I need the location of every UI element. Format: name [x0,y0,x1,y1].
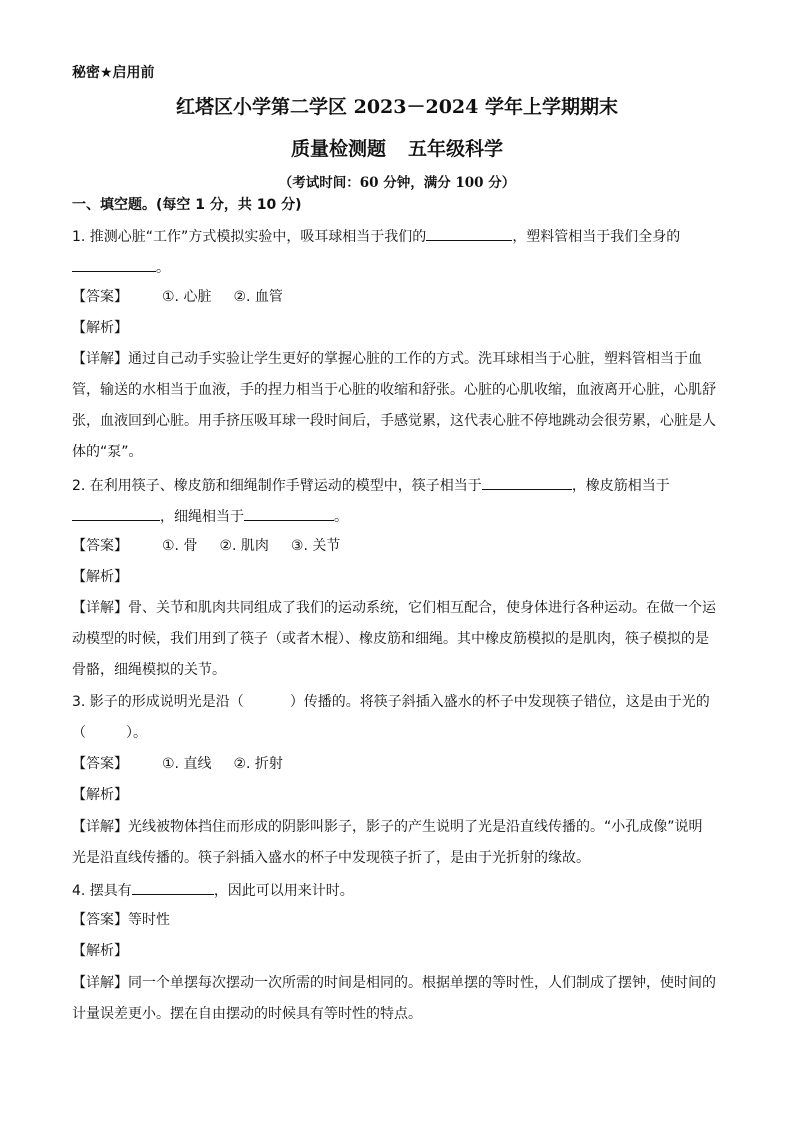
answer-blank [72,256,156,272]
q1-detail-line: 管，输送的水相当于血液，手的捏力相当于心脏的收缩和舒张。心脏的心肌收缩，血液离开心脏，心肌舒 [72,382,716,398]
q1-detail: 【详解】通过自己动手实验让学生更好的掌握心脏的工作的方式。洗耳球相当于心脏，塑料管相当于血 [72,351,702,367]
exam-info: （考试时间：60 分钟，满分 100 分） [278,175,516,191]
answer-blank [244,505,334,521]
answer-blank [72,505,160,521]
q1-detail-line: 张，血液回到心脏。用手挤压吸耳球一段时间后，手感觉累，这代表心脏不停地跳动会很劳累，心脏是人 [72,413,716,429]
q4-detail: 【详解】同一个单摆每次摆动一次所需的时间是相同的。根据单摆的等时性，人们制成了摆钟，使时间的 [72,975,716,991]
document-title: 红塔区小学第二学区 2023－2024 学年上学期期末 [176,96,618,118]
q4-answer: 【答案】等时性 [72,912,170,928]
q2-analysis-label: 【解析】 [72,569,128,585]
q2-detail: 【详解】骨、关节和肌肉共同组成了我们的运动系统，它们相互配合，使身体进行各种运动。在做一个运 [72,600,716,616]
q1-analysis-label: 【解析】 [72,320,128,336]
q1-answer: 【答案】 ①. 心脏 ②. 血管 [72,289,283,305]
q4-detail-line: 计量误差更小。摆在自由摆动的时候具有等时性的特点。 [72,1006,422,1022]
q3-detail: 【详解】光线被物体挡住而形成的阴影叫影子，影子的产生说明了光是沿直线传播的。“小孔成像”说明 [72,819,703,835]
q2-answer: 【答案】 ①. 骨 ②. 肌肉 ③. 关节 [72,538,341,554]
q1-detail-line: 体的“泵”。 [72,444,143,460]
q2-detail-line: 骨骼，细绳模拟的关节。 [72,662,226,678]
answer-blank [482,474,572,490]
subtitle-part-a: 质量检测题 [290,138,386,160]
section-title: 一、填空题。(每空 1 分，共 10 分) [72,197,302,213]
q3-detail-line: 光是沿直线传播的。筷子斜插入盛水的杯子中发现筷子折了，是由于光折射的缘故。 [72,850,590,866]
question-3: 3. 影子的形成说明光是沿（ ）传播的。将筷子斜插入盛水的杯子中发现筷子错位，这是由于光的 [72,694,710,710]
document-subtitle [0,137,794,161]
q3-answer: 【答案】 ①. 直线 ②. 折射 [72,756,283,772]
q2-detail-line: 动模型的时候，我们用到了筷子（或者木棍）、橡皮筋和细绳。其中橡皮筋模拟的是肌肉，筷子模拟的是 [72,631,709,647]
answer-blank [426,225,512,241]
q4-analysis-label: 【解析】 [72,943,128,959]
question-2: 2. 在利用筷子、橡皮筋和细绳制作手臂运动的模型中，筷子相当于 ，橡皮筋相当于 [72,474,670,496]
subtitle-part-b: 五年级科学 [408,138,504,160]
secret-label: 秘密★启用前 [72,65,155,81]
question-3-cont: （ ）。 [72,725,147,741]
question-2-cont: ，细绳相当于 。 [72,505,348,527]
answer-blank [132,879,214,895]
q3-analysis-label: 【解析】 [72,787,128,803]
question-1-cont: 。 [72,256,170,278]
question-4: 4. 摆具有 ，因此可以用来计时。 [72,879,354,901]
question-1: 1. 推测心脏“工作”方式模拟实验中，吸耳球相当于我们的 ，塑料管相当于我们全身的 [72,225,680,247]
